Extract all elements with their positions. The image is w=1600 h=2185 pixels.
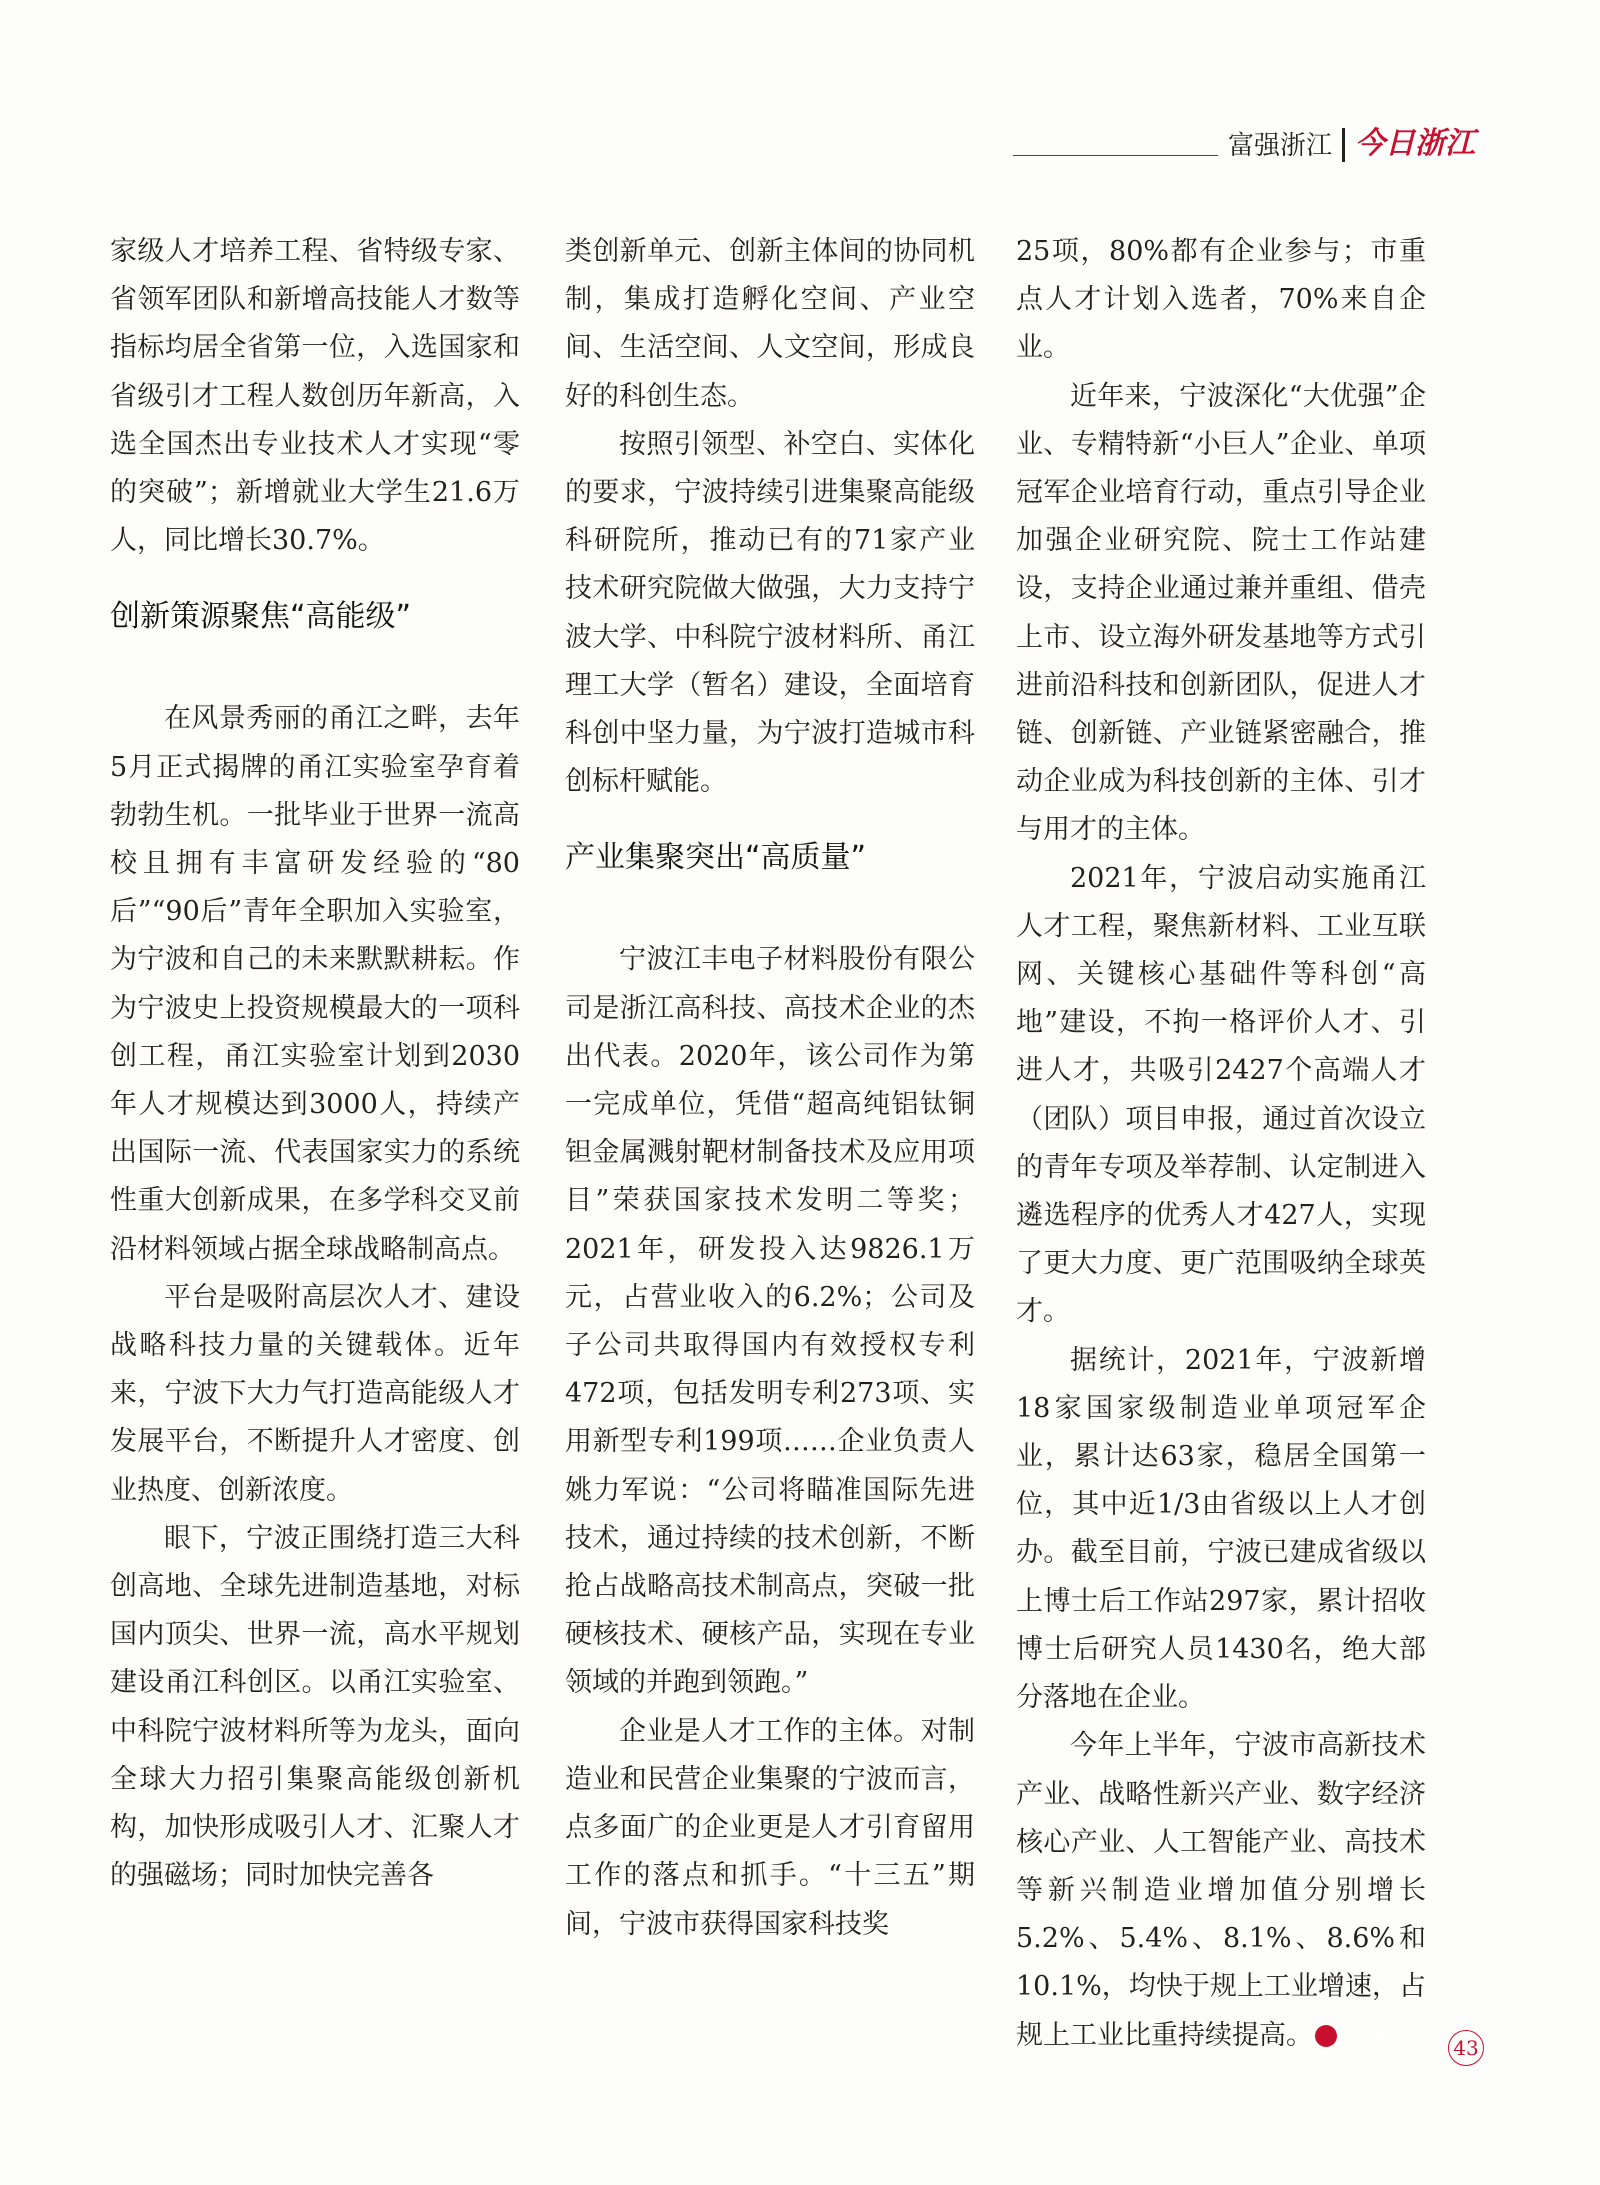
section-heading: [565, 834, 975, 882]
paragraph: [1016, 373, 1426, 855]
paragraph-text: 类创新单元、创新主体间的协同机制，集成打造孵化空间、产业空间、生活空间、人文空间，形成良好的科创生态。: [565, 236, 975, 412]
paragraph-text: 25项，80%都有企业参与；市重点人才计划入选者，70%来自企业。: [1016, 236, 1426, 364]
paragraph: [1016, 1337, 1426, 1723]
paragraph-text: 平台是吸附高层次人才、建设战略科技力量的关键载体。近年来，宁波下大力气打造高能级人才发展平台，不断提升人才密度、创业热度、创新浓度。: [110, 1281, 520, 1506]
paragraph: [565, 228, 975, 421]
text-column-1: [110, 228, 520, 1901]
header-rule: [1013, 155, 1218, 156]
paragraph: [110, 1515, 520, 1901]
section-heading-text: 产业集聚突出“高质量”: [565, 840, 867, 876]
paragraph-text: 近年来，宁波深化“大优强”企业、专精特新“小巨人”企业、单项冠军企业培育行动，重点引导企业加强企业研究院、院士工作站建设，支持企业通过兼并重组、借壳上市、设立海外研发基地等方式引进前沿科技和创新团队，促进人才链、创新链、产业链紧密融合，推动企业成为科技创新的主体、引才与用才的主体。: [1016, 380, 1426, 846]
magazine-logo: 今日浙江: [1355, 126, 1475, 161]
end-mark-icon: 今: [1315, 2025, 1337, 2047]
section-title: 富强浙江: [1227, 131, 1332, 161]
paragraph: [1016, 1722, 1426, 2059]
paragraph-text: 在风景秀丽的甬江之畔，去年5月正式揭牌的甬江实验室孕育着勃勃生机。一批毕业于世界一流高校且拥有丰富研发经验的“80后”“90后”青年全职加入实验室，为宁波和自己的未来默默耕耘。作为宁波史上投资规模最大的一项科创工程，甬江实验室计划到2030年人才规模达到3000人，持续产出国际一流、代表国家实力的系统性重大创新成果，在多学科交叉前沿材料领域占据全球战略制高点。: [110, 703, 520, 1265]
paragraph: [1016, 855, 1426, 1337]
page-header: [1013, 116, 1475, 162]
header-divider: [1342, 128, 1345, 162]
paragraph: [1016, 228, 1426, 373]
section-heading: [110, 593, 520, 641]
paragraph: [565, 421, 975, 807]
paragraph-text: 今年上半年，宁波市高新技术产业、战略性新兴产业、数字经济核心产业、人工智能产业、高技术等新兴制造业增加值分别增长5.2%、5.4%、8.1%、8.6%和10.1%，均快于规上工业增速，占规上工业比重持续提高。: [1016, 1730, 1426, 2051]
paragraph-text: 企业是人才工作的主体。对制造业和民营企业集聚的宁波而言，点多面广的企业更是人才引育留用工作的落点和抓手。“十三五”期间，宁波市获得国家科技奖: [565, 1715, 975, 1940]
paragraph-text: 据统计，2021年，宁波新增18家国家级制造业单项冠军企业，累计达63家，稳居全国第一位，其中近1/3由省级以上人才创办。截至目前，宁波已建成省级以上博士后工作站297家，累计招收博士后研究人员1430名，绝大部分落地在企业。: [1016, 1344, 1426, 1714]
paragraph: [110, 1274, 520, 1515]
paragraph: [110, 228, 520, 565]
section-heading-text: 创新策源聚焦“高能级”: [110, 599, 412, 635]
paragraph-text: 眼下，宁波正围绕打造三大科创高地、全球先进制造基地，对标国内顶尖、世界一流，高水平规划建设甬江科创区。以甬江实验室、中科院宁波材料所等为龙头，面向全球大力招引集聚高能级创新机构，加快形成吸引人才、汇聚人才的强磁场；同时加快完善各: [110, 1522, 520, 1892]
page-number: 43: [1448, 2030, 1484, 2066]
paragraph-text: 家级人才培养工程、省特级专家、省领军团队和新增高技能人才数等指标均居全省第一位，入选国家和省级引才工程人数创历年新高，入选全国杰出专业技术人才实现“零的突破”；新增就业大学生21.6万人，同比增长30.7%。: [110, 236, 520, 557]
paragraph-text: 按照引领型、补空白、实体化的要求，宁波持续引进集聚高能级科研院所，推动已有的71家产业技术研究院做大做强，大力支持宁波大学、中科院宁波材料所、甬江理工大学（暂名）建设，全面培育科创中坚力量，为宁波打造城市科创标杆赋能。: [565, 428, 975, 798]
paragraph-text: 宁波江丰电子材料股份有限公司是浙江高科技、高技术企业的杰出代表。2020年，该公司作为第一完成单位，凭借“超高纯铝钛铜钽金属溅射靶材制备技术及应用项目”荣获国家技术发明二等奖；2021年，研发投入达9826.1万元，占营业收入的6.2%；公司及子公司共取得国内有效授权专利472项，包括发明专利273项、实用新型专利199项……企业负责人姚力军说：“公司将瞄准国际先进技术，通过持续的技术创新，不断抢占战略高技术制高点，突破一批硬核技术、硬核产品，实现在专业领域的并跑到领跑。”: [565, 944, 975, 1699]
text-column-2: [565, 228, 975, 1949]
paragraph: [110, 695, 520, 1273]
paragraph-text: 2021年，宁波启动实施甬江人才工程，聚焦新材料、工业互联网、关键核心基础件等科创“高地”建设，不拘一格评价人才、引进人才，共吸引2427个高端人才（团队）项目申报，通过首次设立的青年专项及举荐制、认定制进入遴选程序的优秀人才427人，实现了更大力度、更广范围吸纳全球英才。: [1016, 862, 1426, 1328]
paragraph: [565, 936, 975, 1707]
text-column-3: [1016, 228, 1426, 2060]
paragraph: [565, 1708, 975, 1949]
